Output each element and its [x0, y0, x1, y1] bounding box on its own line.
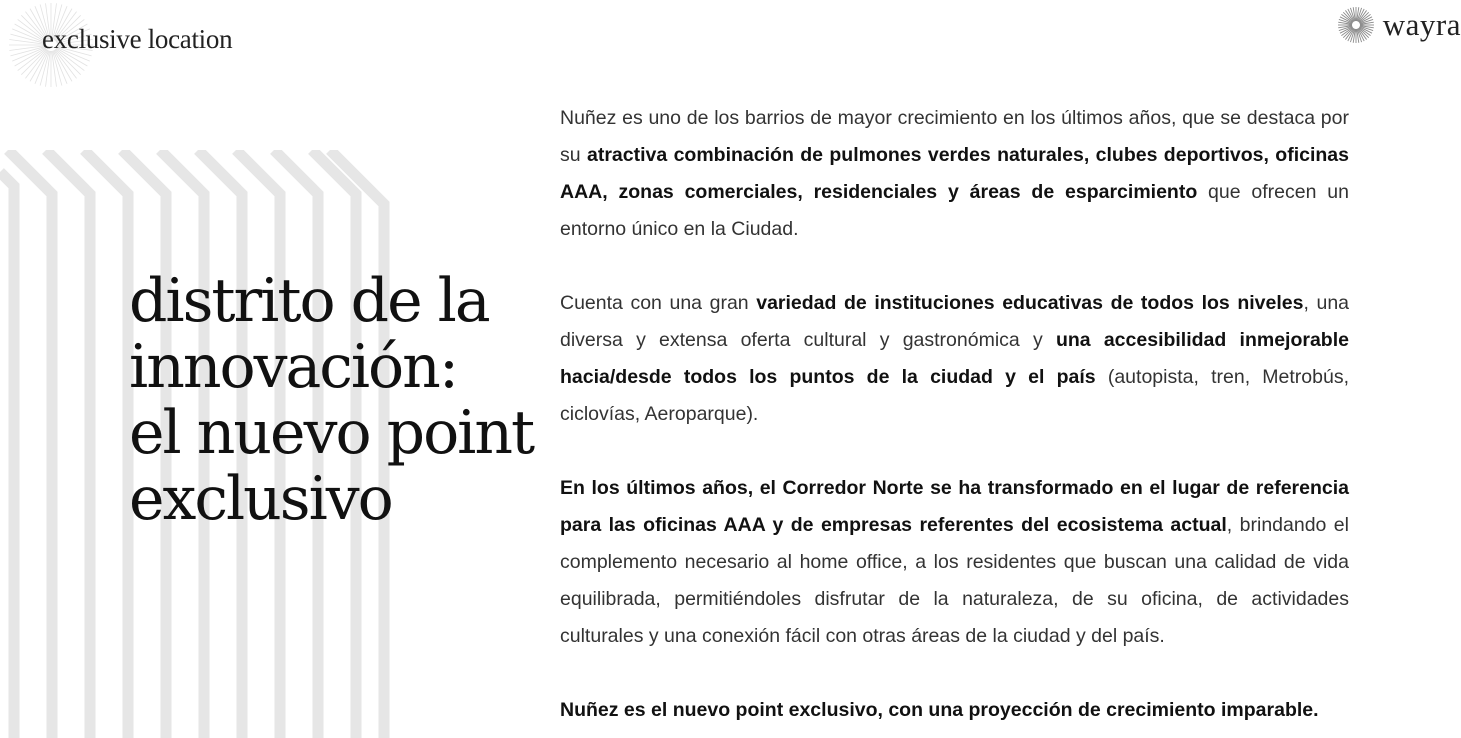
brand-logo	[1337, 6, 1461, 44]
paragraph	[560, 470, 1349, 655]
brand-name: wayra	[1382, 7, 1461, 42]
section-label: exclusive location	[42, 24, 233, 54]
headline	[129, 266, 534, 534]
bold-run: En los últimos años, el Corredor Norte se ha transformado en el lugar de referencia para las oficinas AAA y de empresas referentes del ecosistema actual	[560, 477, 1349, 536]
headline-line: exclusivo	[129, 464, 392, 534]
text-run: Nuñez es uno de los barrios de mayor crecimiento en los últimos años, que se destaca por su	[560, 107, 1349, 166]
closing-statement	[560, 692, 1349, 729]
text-run: (autopista, tren, Metrobús, ciclovías, Aeroparque).	[560, 366, 1350, 425]
bold-run: una accesibilidad inmejorable hacia/desde todos los puntos de la ciudad y el país	[560, 329, 1349, 388]
bold-run: Nuñez es el nuevo point exclusivo, con una proyección de crecimiento imparable.	[560, 699, 1319, 721]
headline-line: distrito de la	[129, 266, 489, 336]
text-run: , una diversa y extensa oferta cultural y gastronómica y	[560, 292, 1350, 351]
bold-run: atractiva combinación de pulmones verdes naturales, clubes deportivos, oficinas AAA, zonas comerciales, residenciales y áreas de esparcimiento	[560, 144, 1349, 203]
text-run: Cuenta con una gran	[560, 292, 757, 314]
paragraph	[560, 100, 1349, 248]
bold-run: variedad de instituciones educativas de todos los niveles	[756, 292, 1304, 314]
paragraph	[560, 285, 1349, 433]
headline-line: innovación:	[129, 332, 458, 402]
text-run: que ofrecen un entorno único en la Ciudad.	[560, 181, 1349, 240]
text-run: , brindando el complemento necesario al home office, a los residentes que buscan una calidad de vida equilibrada, permitiéndoles disfrutar de la naturaleza, de su oficina, de actividades culturales y una conexión fácil con otras áreas de la ciudad y del país.	[560, 514, 1349, 647]
headline-line: el nuevo point	[129, 398, 534, 468]
stripe	[0, 172, 14, 738]
sunburst-logo-icon	[1337, 6, 1375, 44]
body-text	[560, 100, 1349, 729]
